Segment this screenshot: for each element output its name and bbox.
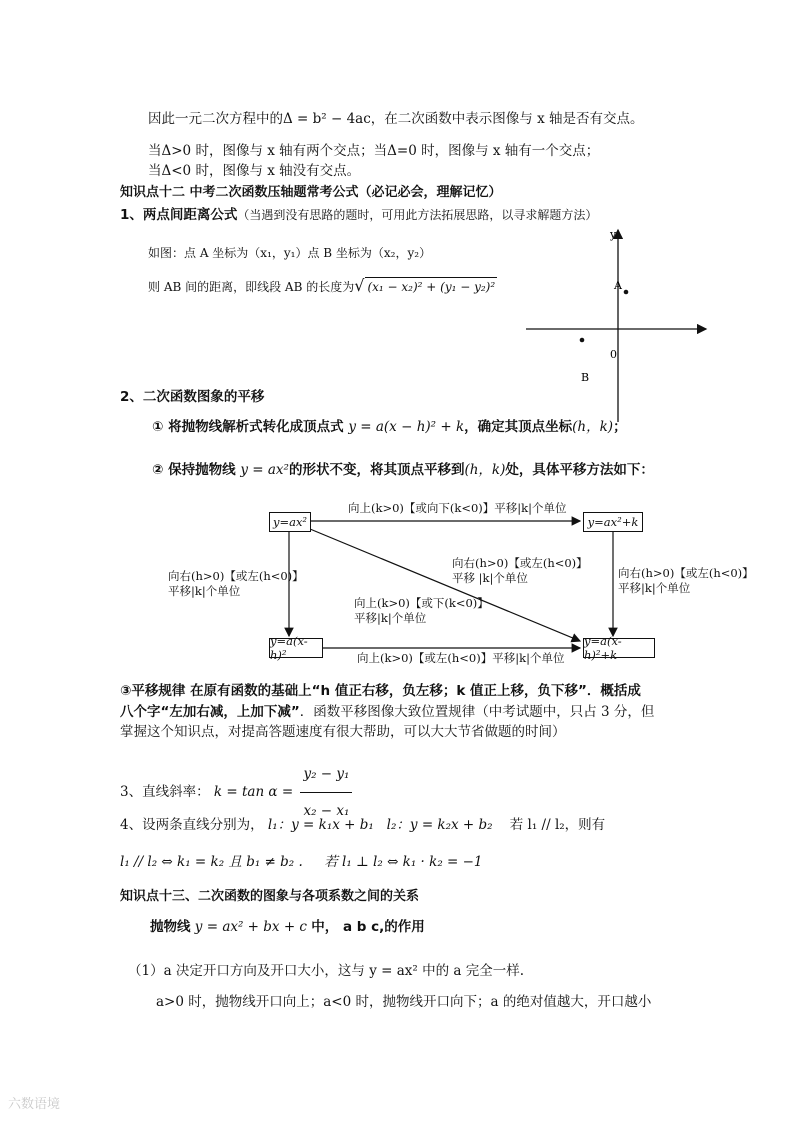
point-a-label: A: [614, 279, 622, 292]
parabola-line: [150, 918, 425, 936]
item-3-prefix: 3、直线斜率：: [120, 784, 210, 800]
origin-label: 0: [610, 348, 617, 361]
item-3-formula-left: k = tan α =: [213, 784, 294, 800]
arrow-diagonal: [310, 529, 580, 641]
parabola-prefix: 抛物线: [150, 919, 191, 935]
slope-numerator: y₂ − y₁: [300, 756, 352, 793]
step-1-prefix: ① 将抛物线解析式转化成顶点式: [152, 419, 344, 435]
item-4-line-2: [120, 853, 483, 871]
point-b-label: B: [581, 371, 590, 384]
box-y-ax2-k: y=ax²+k: [583, 512, 643, 532]
label-bottom: 向上(k>0)【或左(h<0)】平移|k|个单位: [357, 651, 565, 665]
step-2-vertex: (h，k): [464, 462, 506, 478]
item-4-l2: l₂：y = k₂x + b₂: [386, 817, 493, 833]
step-2-prefix: ② 保持抛物线: [152, 462, 236, 478]
slope-denominator: x₂ − x₁: [303, 803, 350, 819]
item-1-note: （当遇到没有思路的题时，可用此方法拓展思路，以寻求解题方法）: [237, 208, 598, 222]
step-1-formula: y = a(x − h)² + k: [348, 419, 465, 435]
discriminant-line-3: 当Δ<0 时，图像与 x 轴没有交点。: [148, 163, 361, 179]
parabola-suffix: 中， a b c,的作用: [311, 919, 425, 935]
parabola-formula: y = ax² + bx + c: [194, 919, 307, 935]
item-4-parallel: l₁ // l₂ ⇔ k₁ = k₂ 且 b₁ ≠ b₂ .: [120, 854, 303, 870]
step-3-line-3: 掌握这个知识点，对提高答题速度有很大帮助，可以大大节省做题的时间）: [120, 724, 566, 740]
step-2-suffix: 处，具体平移方法如下：: [505, 462, 654, 478]
y-axis-label: y: [610, 228, 617, 241]
watermark: 六数语境: [8, 1097, 61, 1112]
label-left-2: 平移|k|个单位: [168, 584, 241, 598]
label-mid-1: 向上(k>0)【或下(k<0)】: [354, 596, 489, 610]
item-4-perpendicular: 若 l₁ ⊥ l₂ ⇔ k₁ · k₂ = −1: [324, 854, 483, 870]
label-diagonal-1: 向右(h>0)【或左(h<0)】: [452, 556, 588, 570]
point-1-detail: a>0 时，抛物线开口向上；a<0 时，抛物线开口向下；a 的绝对值越大，开口越小: [156, 994, 652, 1010]
step-3-line-1: ③平移规律 在原有函数的基础上“h 值正右移，负左移；k 值正上移，负下移”．概括成: [120, 683, 641, 699]
section-13-title: 知识点十三、二次函数的图象与各项系数之间的关系: [120, 889, 420, 904]
step-3-note-2: ．函数平移图像大致位置规律（中考试题中，只占 3 分，但: [299, 704, 655, 720]
item-4-prefix: 4、设两条直线分别为，: [120, 817, 264, 833]
section-12-title: 知识点十二 中考二次函数压轴题常考公式（必记必会，理解记忆）: [120, 185, 502, 200]
step-1-end: ；: [613, 419, 627, 435]
item-1-distance-prefix: 则 AB 间的距离，即线段 AB 的长度为: [148, 280, 355, 294]
item-4-line-1: [120, 816, 605, 834]
item-4-l1: l₁：y = k₁x + b₁: [267, 817, 374, 833]
step-2-formula: y = ax²: [240, 462, 289, 478]
point-1: （1）a 决定开口方向及开口大小，这与 y = ax² 中的 a 完全一样.: [128, 963, 525, 979]
distance-formula: (x₁ − x₂)² + (y₁ − y₂)²: [365, 277, 497, 296]
item-1-title: 1、两点间距离公式: [120, 207, 238, 223]
item-4-cond: 若 l₁ // l₂，则有: [509, 817, 606, 833]
box-y-a-x-h-2: y=a(x-h)²: [269, 638, 323, 658]
label-left-1: 向右(h>0)【或左(h<0)】: [168, 569, 304, 583]
box-y-ax2: y=ax²: [269, 512, 311, 532]
label-top: 向上(k>0)【或向下(k<0)】平移|k|个单位: [348, 501, 567, 515]
discriminant-line-1: 因此一元二次方程中的Δ = b² − 4ac，在二次函数中表示图像与 x 轴是否有交点。: [148, 111, 644, 127]
label-right-2: 平移|k|个单位: [618, 581, 691, 595]
step-1-suffix: ，确定其顶点坐标: [464, 419, 573, 435]
box-y-a-x-h-2-k: y=a(x-h)²+k: [583, 638, 655, 658]
label-mid-2: 平移|k|个单位: [354, 611, 427, 625]
item-1-distance: 则 AB 间的距离，即线段 AB 的长度为√ (x₁ − x₂)² + (y₁ − y₂)²: [148, 276, 496, 295]
step-2-mid: 的形状不变，将其顶点平移到: [288, 462, 465, 478]
item-2-title: 2、二次函数图象的平移: [120, 389, 265, 405]
label-diagonal-2: 平移 |k|个单位: [452, 571, 528, 585]
step-3-line-2: [120, 703, 654, 721]
step-1-vertex: (h，k): [572, 419, 614, 435]
item-1-coords: 如图：点 A 坐标为（x₁，y₁）点 B 坐标为（x₂，y₂）: [148, 246, 432, 260]
step-3-bold-2: 八个字“左加右减，上加下减”: [120, 704, 300, 720]
label-right-1: 向右(h>0)【或左(h<0)】: [618, 566, 754, 580]
discriminant-line-2: 当Δ>0 时，图像与 x 轴有两个交点；当Δ=0 时，图像与 x 轴有一个交点；: [148, 143, 600, 159]
